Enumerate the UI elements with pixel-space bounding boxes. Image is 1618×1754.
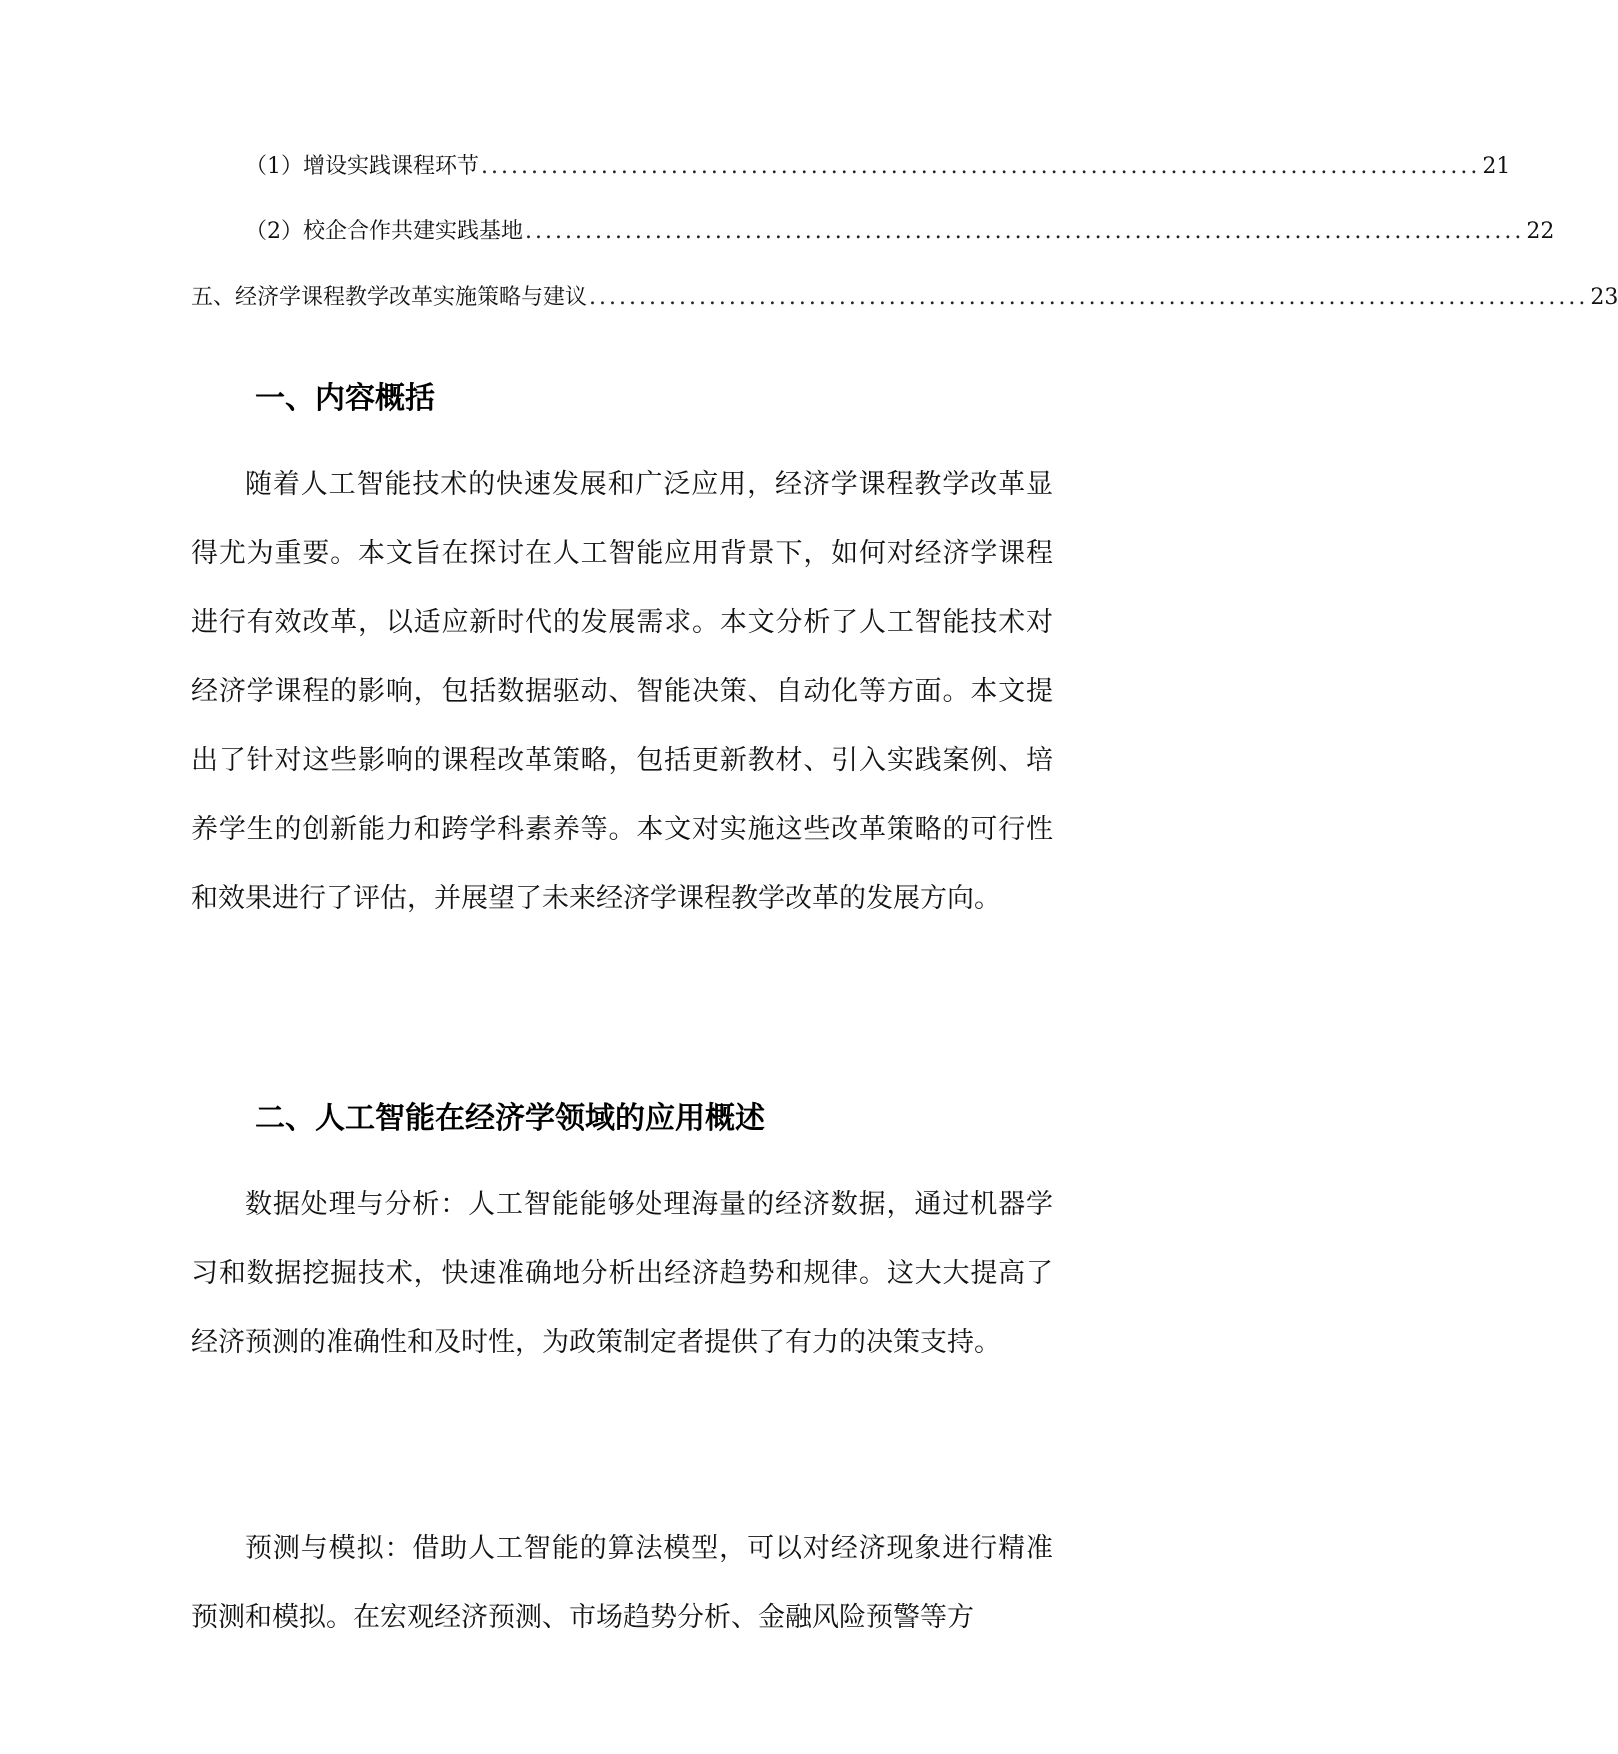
toc-entry[interactable] <box>191 283 1618 313</box>
section-heading: 二、人工智能在经济学领域的应用概述 <box>255 1101 765 1136</box>
toc-dot-leader: .................................................................................................... <box>589 285 1589 310</box>
body-paragraph: 数据处理与分析：人工智能能够处理海量的经济数据，通过机器学习和数据挖掘技术，快速准确地分析出经济趋势和规律。这大大提高了经济预测的准确性和及时性，为政策制定者提供了有力的决策支持。 <box>191 1189 1053 1358</box>
toc-entry-title: （2）校企合作共建实践基地 <box>245 219 523 244</box>
toc-entry-title: 五、经济学课程教学改革实施策略与建议 <box>191 285 588 310</box>
toc-dot-leader: .................................................................................................... <box>525 219 1525 244</box>
body-paragraph: 随着人工智能技术的快速发展和广泛应用，经济学课程教学改革显得尤为重要。本文旨在探讨在人工智能应用背景下，如何对经济学课程进行有效改革，以适应新时代的发展需求。本文分析了人工智能技术对经济学课程的影响，包括数据驱动、智能决策、自动化等方面。本文提出了针对这些影响的课程改革策略，包括更新教材、引入实践案例、培养学生的创新能力和跨学科素养等。本文对实施这些改革策略的可行性和效果进行了评估，并展望了未来经济学课程教学改革的发展方向。 <box>191 469 1053 914</box>
body-paragraph: 预测与模拟：借助人工智能的算法模型，可以对经济现象进行精准预测和模拟。在宏观经济预测、市场趋势分析、金融风险预警等方 <box>191 1533 1053 1633</box>
section-heading: 一、内容概括 <box>255 381 435 416</box>
toc-entry-title: （1）增设实践课程环节 <box>245 154 479 179</box>
toc-dot-leader: .................................................................................................... <box>481 154 1481 179</box>
toc-page-number: 23 <box>1590 285 1618 310</box>
toc-entry[interactable] <box>245 217 1555 247</box>
toc-page-number: 21 <box>1482 154 1511 179</box>
toc-entry[interactable] <box>245 152 1511 182</box>
toc-page-number: 22 <box>1526 219 1555 244</box>
